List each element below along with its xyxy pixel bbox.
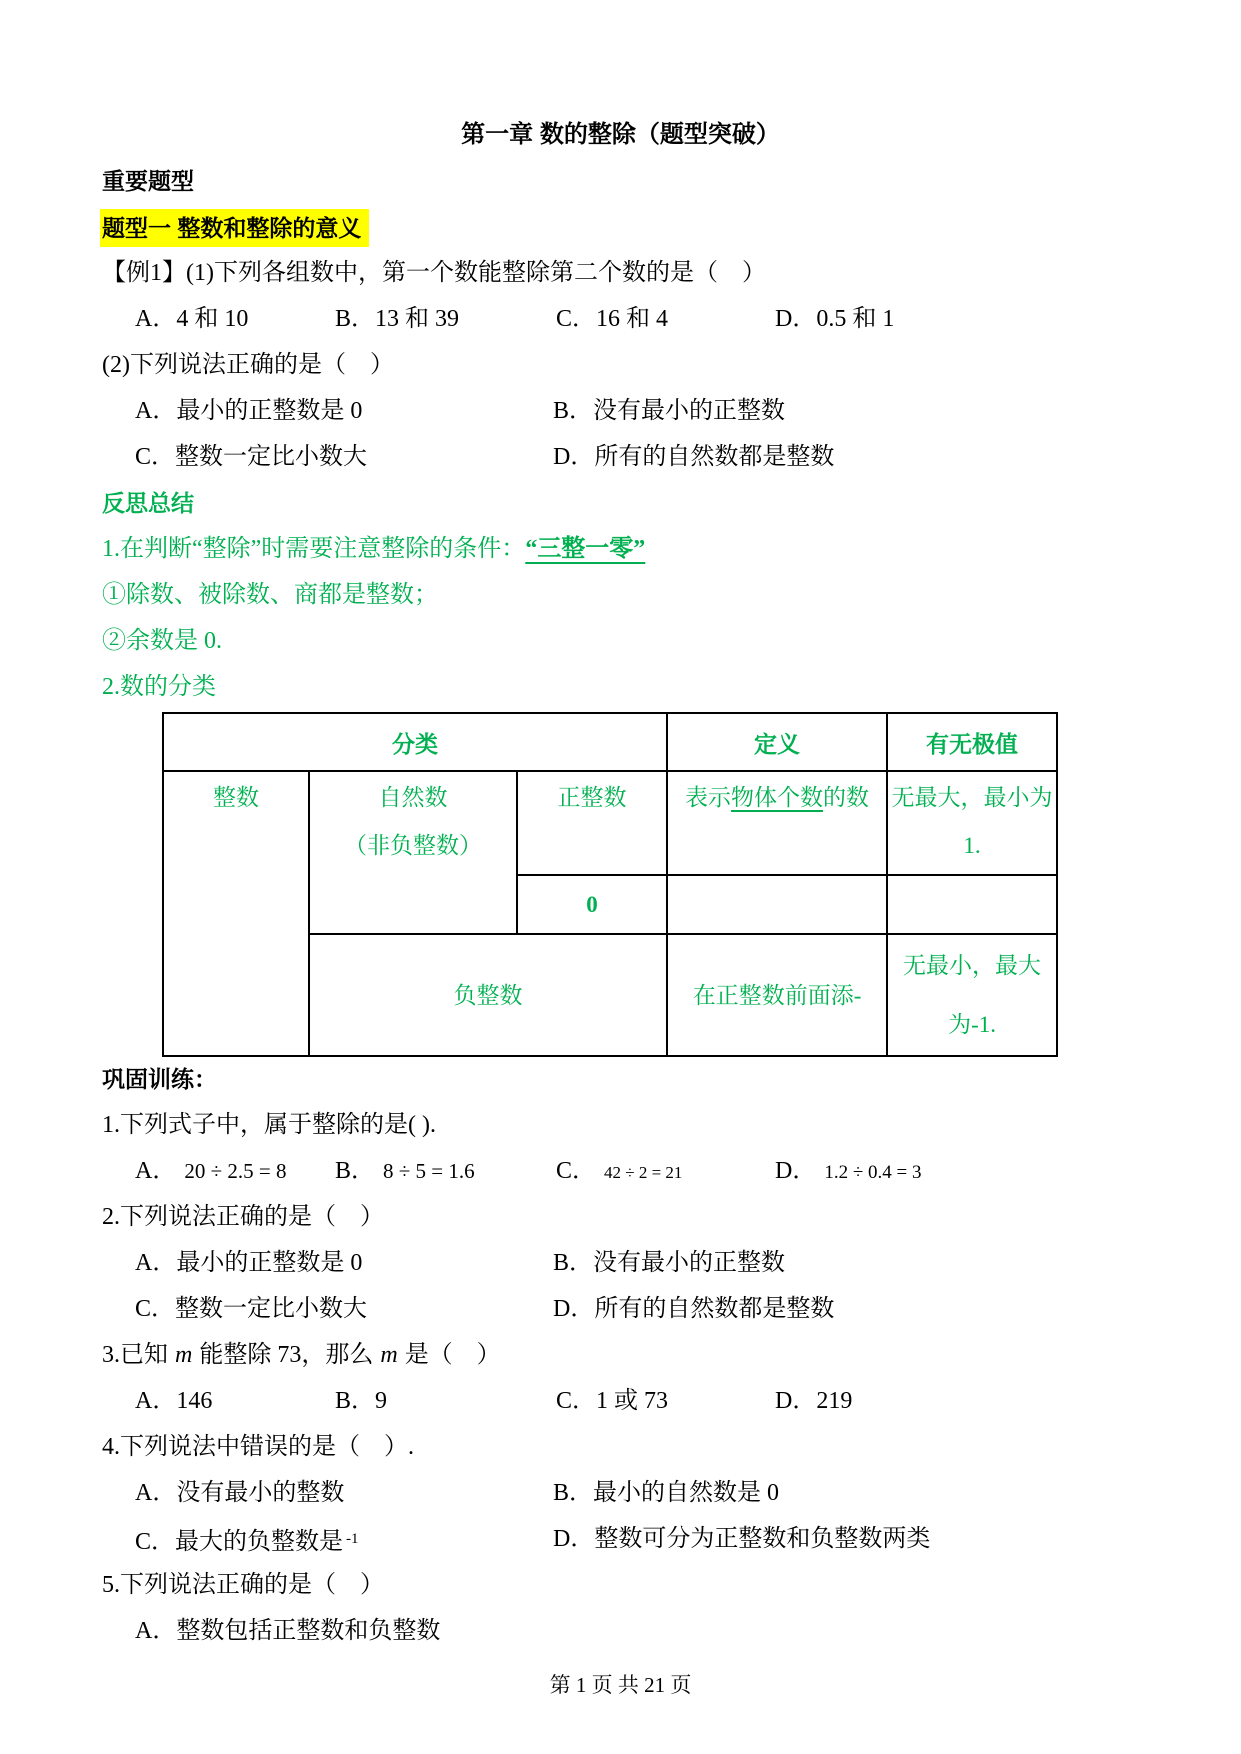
cell-negative: 负整数 bbox=[309, 934, 667, 1056]
variable-m: m bbox=[380, 1342, 398, 1368]
natural-line2: （非负整数） bbox=[344, 833, 482, 858]
table-header-row bbox=[163, 713, 1057, 771]
option-b: B．9 bbox=[335, 1388, 388, 1414]
def-prefix: 表示 bbox=[685, 785, 732, 810]
cell-zero-def bbox=[667, 875, 887, 934]
example1-q2-options-cd bbox=[0, 434, 1241, 480]
option-c bbox=[135, 1516, 359, 1565]
heading-reflect: 反思总结 bbox=[102, 490, 194, 516]
option-a bbox=[135, 1148, 286, 1194]
natural-line1: 自然数 bbox=[378, 785, 448, 810]
option-c bbox=[556, 1148, 682, 1196]
reflect-term: “三整一零” bbox=[525, 536, 646, 562]
q3-text: 3.已知 bbox=[102, 1342, 168, 1368]
cell-zero-extreme bbox=[887, 875, 1057, 934]
practice-question2: 2.下列说法正确的是（ ） bbox=[102, 1204, 384, 1230]
cell-negative-def: 在正整数前面添- bbox=[667, 934, 887, 1056]
practice-q1-options bbox=[0, 1148, 1241, 1194]
cell-integer: 整数 bbox=[163, 771, 309, 1056]
heading-practice: 巩固训练： bbox=[102, 1066, 217, 1092]
option-text: C．最大的负整数是 bbox=[135, 1529, 344, 1555]
classification-table bbox=[162, 712, 1058, 1057]
practice-question1: 1.下列式子中，属于整除的是( ). bbox=[102, 1112, 436, 1138]
formula: 20 ÷ 2.5 = 8 bbox=[184, 1159, 287, 1183]
option-label: A． bbox=[135, 1158, 177, 1184]
option-b: B．没有最小的正整数 bbox=[553, 398, 786, 424]
option-a: A．没有最小的整数 bbox=[135, 1480, 345, 1506]
example1-question2: (2)下列说法正确的是（ ） bbox=[102, 352, 394, 378]
negative-one: -1 bbox=[346, 1531, 359, 1547]
formula: 8 ÷ 5 = 1.6 bbox=[383, 1159, 475, 1183]
option-a: A．4 和 10 bbox=[135, 306, 249, 332]
practice-q4-options-cd bbox=[0, 1516, 1241, 1562]
reflect-item1: ①除数、被除数、商都是整数； bbox=[102, 582, 438, 608]
header-extreme: 有无极值 bbox=[887, 713, 1057, 771]
formula: 1.2 ÷ 0.4 = 3 bbox=[824, 1162, 922, 1183]
option-d: D．所有的自然数都是整数 bbox=[553, 444, 835, 470]
option-c: C．1 或 73 bbox=[556, 1388, 669, 1414]
option-a: A．146 bbox=[135, 1388, 213, 1414]
cell-negative-extreme: 无最小，最大为-1. bbox=[887, 934, 1057, 1056]
option-d: D．所有的自然数都是整数 bbox=[553, 1296, 835, 1322]
reflect-line1-text: 1.在判断“整除”时需要注意整除的条件： bbox=[102, 536, 526, 562]
cell-positive-extreme: 无最大，最小为 1. bbox=[887, 771, 1057, 875]
page-title: 第一章 数的整除（题型突破） bbox=[461, 121, 780, 148]
example1-question1: 【例1】(1)下列各组数中，第一个数能整除第二个数的是（ ） bbox=[102, 260, 766, 286]
topic-highlight: 题型一 整数和整除的意义 bbox=[100, 209, 369, 247]
option-b: B．没有最小的正整数 bbox=[553, 1250, 786, 1276]
option-a: A．最小的正整数是 0 bbox=[135, 1250, 363, 1276]
reflect-item2: ②余数是 0. bbox=[102, 628, 222, 654]
option-label: C． bbox=[556, 1158, 597, 1184]
option-c: C．整数一定比小数大 bbox=[135, 444, 368, 470]
practice-q2-options-ab bbox=[0, 1240, 1241, 1286]
cell-positive: 正整数 bbox=[517, 771, 667, 875]
header-class: 分类 bbox=[163, 713, 667, 771]
option-c: C．整数一定比小数大 bbox=[135, 1296, 368, 1322]
page-footer: 第 1 页 共 21 页 bbox=[549, 1673, 692, 1697]
cell-zero: 0 bbox=[517, 875, 667, 934]
option-c: C．16 和 4 bbox=[556, 306, 669, 332]
reflect-line2: 2.数的分类 bbox=[102, 674, 216, 700]
formula: 42 ÷ 2 = 21 bbox=[604, 1163, 683, 1182]
q3-text: 能整除 73，那么 bbox=[199, 1342, 374, 1368]
variable-m: m bbox=[175, 1342, 193, 1368]
practice-question3 bbox=[0, 1332, 1241, 1378]
practice-q3-options bbox=[0, 1378, 1241, 1424]
option-d: D．整数可分为正整数和负整数两类 bbox=[553, 1526, 931, 1552]
practice-q2-options-cd bbox=[0, 1286, 1241, 1332]
option-label: B． bbox=[335, 1158, 376, 1184]
heading-important: 重要题型 bbox=[102, 168, 194, 194]
topic-heading-row bbox=[0, 204, 1241, 250]
practice-question4: 4.下列说法中错误的是（ ）. bbox=[102, 1434, 414, 1460]
practice-q5-options bbox=[0, 1608, 1241, 1654]
option-a: A．最小的正整数是 0 bbox=[135, 398, 363, 424]
option-a: A．整数包括正整数和负整数 bbox=[135, 1618, 441, 1644]
option-b: B．13 和 39 bbox=[335, 306, 460, 332]
example1-q1-options bbox=[0, 296, 1241, 342]
q3-text: 是（ ） bbox=[404, 1342, 501, 1368]
header-definition: 定义 bbox=[667, 713, 887, 771]
def-underlined: 物体个数 bbox=[731, 785, 824, 810]
option-d bbox=[775, 1148, 922, 1196]
def-suffix: 的数 bbox=[823, 785, 870, 810]
practice-question5: 5.下列说法正确的是（ ） bbox=[102, 1572, 384, 1598]
example1-q2-options-ab bbox=[0, 388, 1241, 434]
option-b bbox=[335, 1148, 475, 1194]
option-label: D． bbox=[775, 1158, 817, 1184]
option-b: B．最小的自然数是 0 bbox=[553, 1480, 780, 1506]
cell-natural bbox=[309, 771, 517, 934]
cell-positive-def bbox=[667, 771, 887, 875]
table-row-positive bbox=[163, 771, 1057, 875]
option-d: D．0.5 和 1 bbox=[775, 306, 895, 332]
practice-q4-options-ab bbox=[0, 1470, 1241, 1516]
reflect-line1 bbox=[0, 526, 1241, 572]
option-d: D．219 bbox=[775, 1388, 853, 1414]
